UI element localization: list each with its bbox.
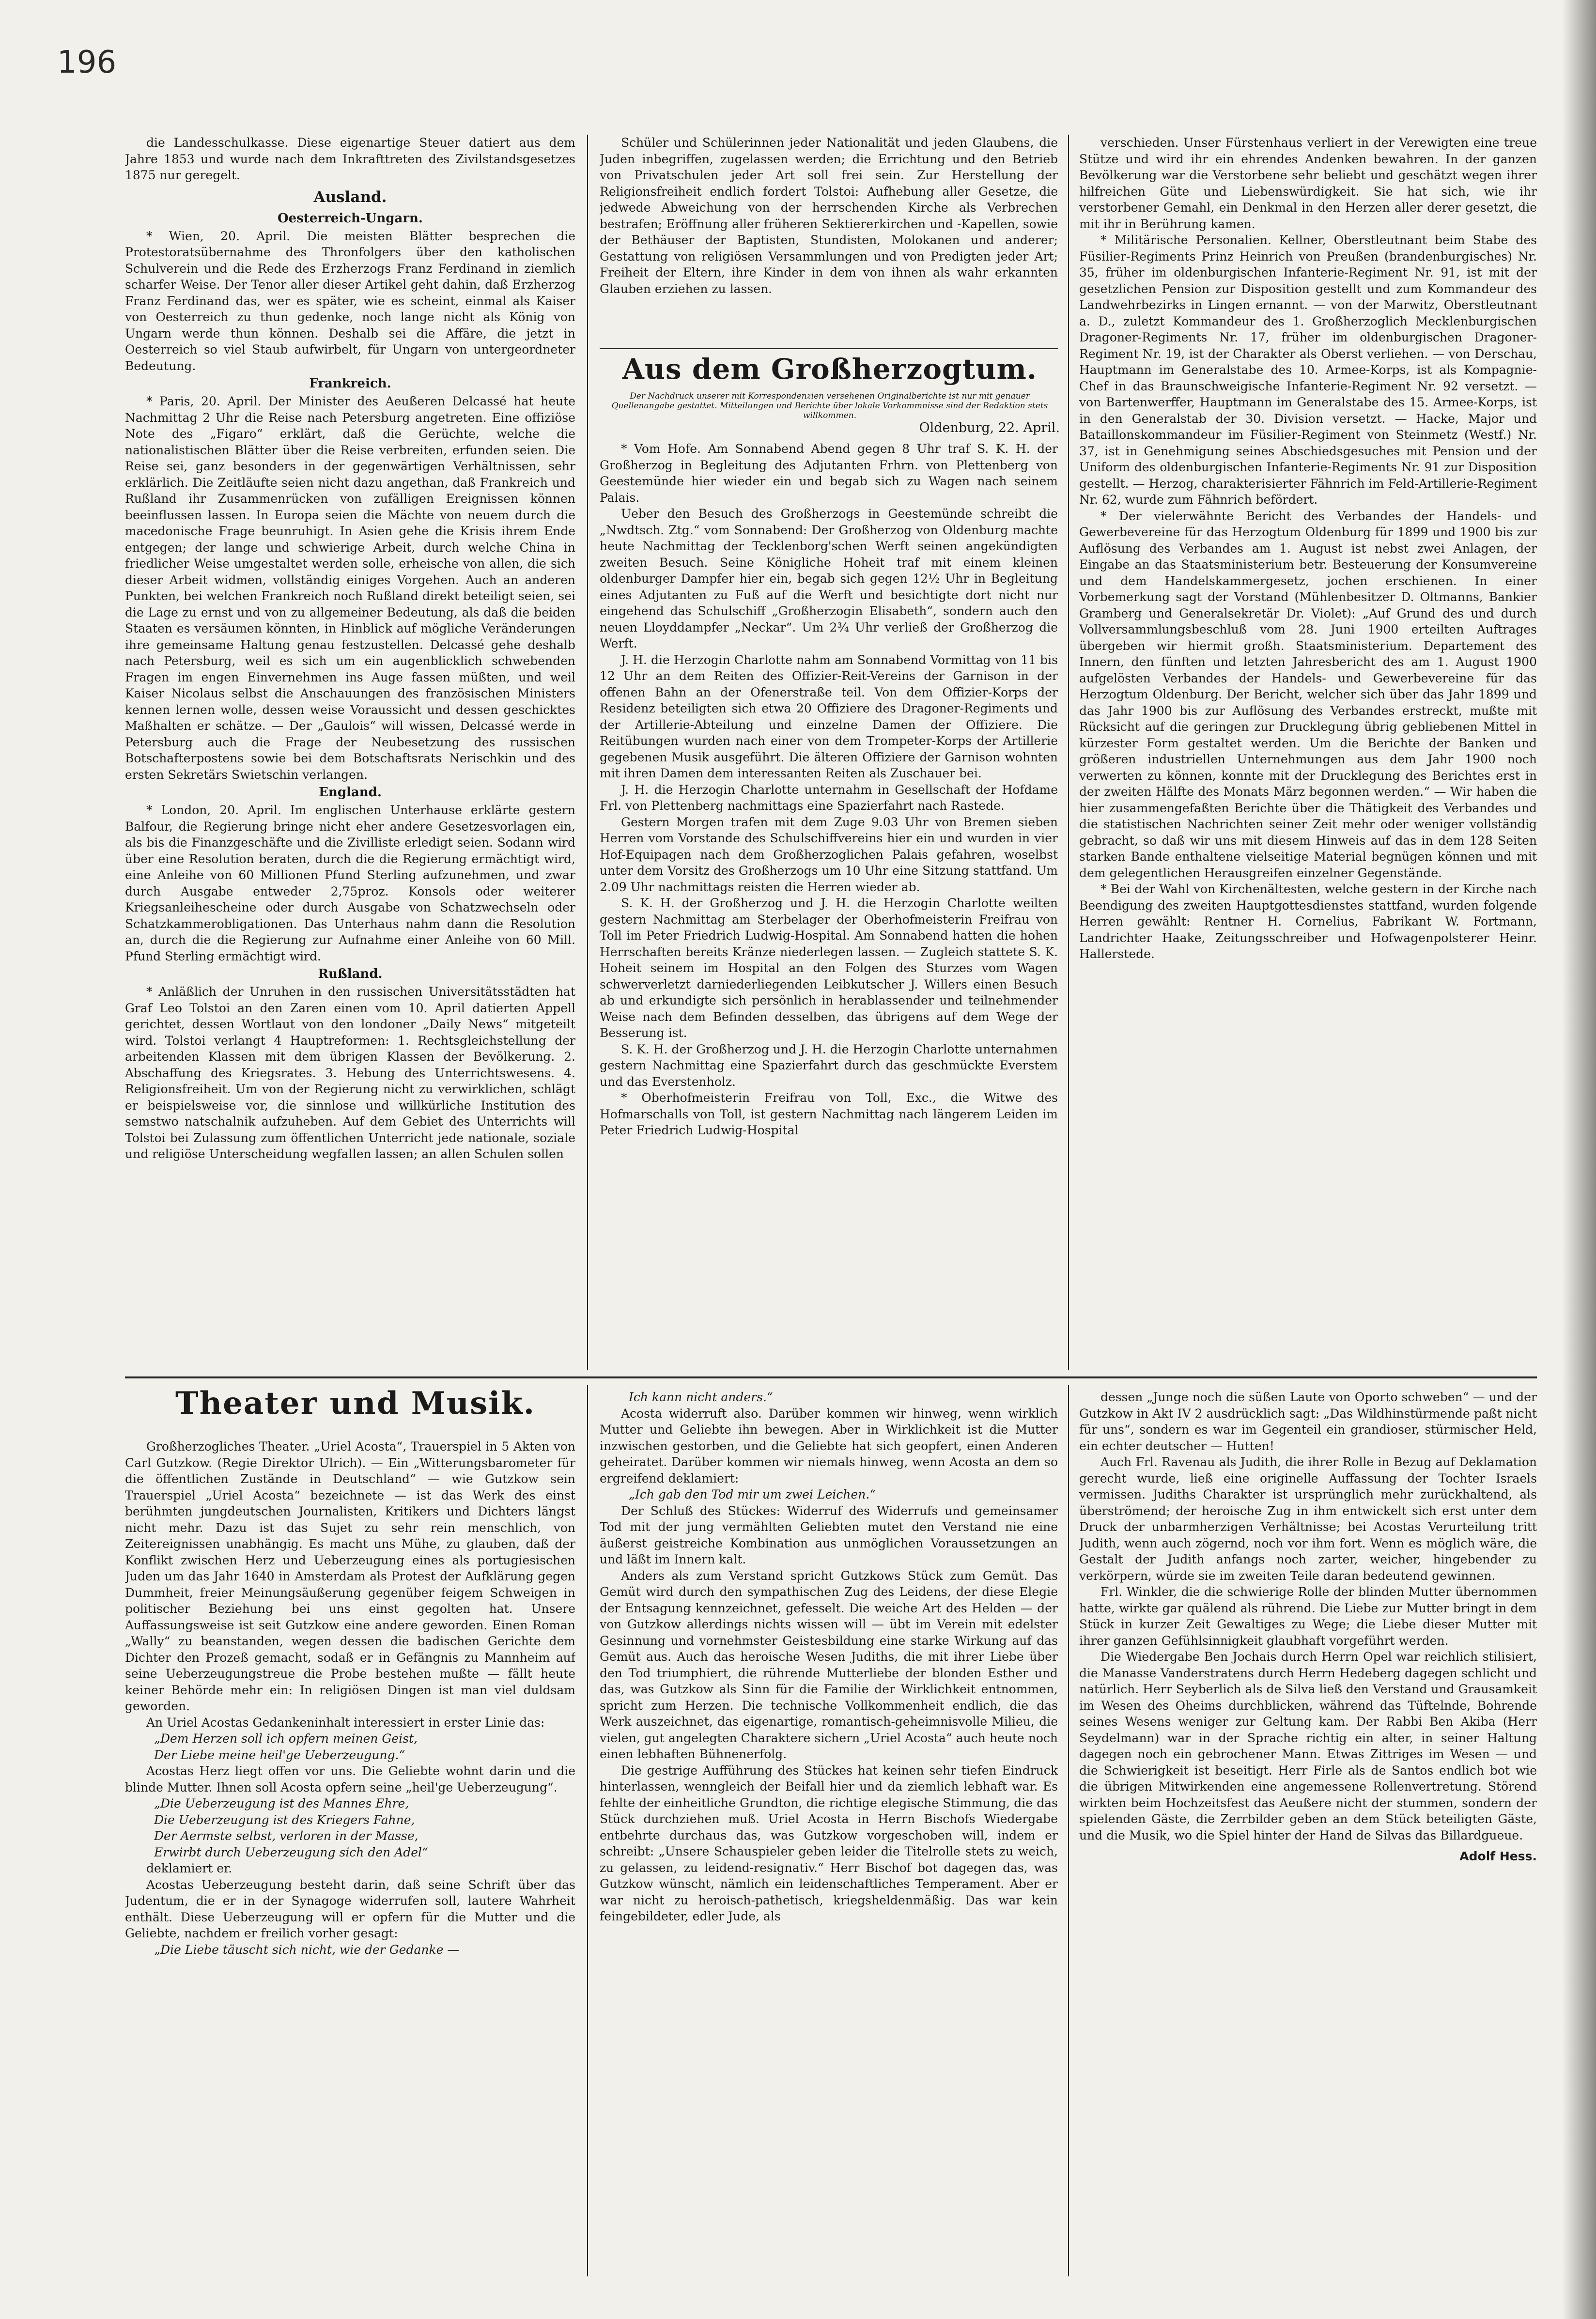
section-rule: [600, 348, 1058, 349]
verse-line: „Dem Herzen soll ich opfern meinen Geist,: [154, 1732, 418, 1746]
column-divider: [587, 135, 588, 1370]
verse-line: Erwirbt durch Ueberzeugung sich den Adel“: [154, 1845, 428, 1859]
country-heading: Frankreich.: [309, 376, 391, 391]
column-divider: [587, 1385, 588, 2276]
paragraph: Acostas Ueberzeugung besteht darin, daß seine Schrift über das Judentum, die er in der Synagoge widerrufen soll, lautere Wahrheit enthält. Diese Ueberzeugung will er opfern für die Mutter und die Geliebte, nachdem er freilich vorher gesagt:: [125, 1877, 575, 1940]
paragraph: Der Schluß des Stückes: Widerruf des Widerrufs und gemeinsamer Tod mit der jung vermählten Geliebten mutet den Verstand nie eine äußerst geistreiche Kombination aus unmöglichen Voraussetzungen an und läßt im Innern kalt.: [600, 1503, 1058, 1566]
paragraph: Großherzogliches Theater. „Uriel Acosta“, Trauerspiel in 5 Akten von Carl Gutzkow. (Regie Direktor Ulrich). — Ein „Witterungsbarometer für die öffentlichen Zustände in Deutschland“ — wie Gutzkow sein Trauerspiel „Uriel Acosta“ bezeichnete — ist das Werk des einst berühmten jungdeutschen Journalisten, Kritikers und Dichters längst nicht mehr. Dazu ist das Sujet zu sehr rein menschlich, von Zeitereignissen unabhängig. Es macht uns Mühe, zu glauben, daß der Konflikt zwischen Herz und Ueberzeugung eines als portugiesischen Juden um das Jahr 1640 in Amsterdam als Protest der Aufklärung gegen Dummheit, freier Meinungsäußerung gegenüber feigem Schweigen in politischer Beziehung bei uns einst gegolten hat. Unsere Auffassungsweise ist seit Gutzkow eine andere geworden. Einen Roman „Wally“ zu beanstanden, wegen dessen die badischen Gerichte dem Dichter den Prozeß gemacht, sodaß er in Gefängnis zu Mannheim auf seine Ueberzeugungstreue die Probe bestehen mußte — fällt heute keiner Behörde mehr ein: In religiösen Dingen ist man viel duldsam geworden.: [125, 1439, 575, 1713]
verse-line: Die Ueberzeugung ist des Kriegers Fahne,: [154, 1812, 415, 1827]
verse-line: „Ich gab den Tod mir um zwei Leichen.“: [629, 1487, 876, 1501]
column-top-3: [1079, 135, 1537, 1375]
verse-line: Der Aermste selbst, verloren in der Masse,: [154, 1829, 418, 1843]
paragraph: die Landesschulkasse. Diese eigenartige Steuer datiert aus dem Jahre 1853 und wurde nach dem Inkrafttreten des Zivilstandsgesetzes 1875 nur geregelt.: [125, 136, 575, 182]
paragraph: J. H. die Herzogin Charlotte nahm am Sonnabend Vormittag von 11 bis 12 Uhr an dem Reiten des Offizier-Reit-Vereins der Garnison in der offenen Bahn an der Ofenerstraße teil. Von dem Offizier-Korps der Residenz beteiligten sich etwa 20 Offiziere des Dragoner-Regiments und der Artillerie-Abteilung und einzelne Damen der Offiziere. Die Reitübungen wurden nach einer von dem Trompeter-Korps der Artillerie gegebenen Musik ausgeführt. Die älteren Offiziere der Garnison wohnten mit ihren Damen dem interessanten Reiten als Zuschauer bei.: [600, 652, 1058, 780]
paragraph: Acosta widerruft also. Darüber kommen wir hinweg, wenn wirklich Mutter und Geliebte ihn bewegen. Aber in Wirklichkeit ist die Mutter inzwischen gestorben, und die Geliebte hat sich geopfert, einen Anderen geheiratet. Darüber kommen wir niemals hinweg, wenn Acosta an dem so ergreifend deklamiert:: [600, 1406, 1058, 1485]
paragraph: * Bei der Wahl von Kirchenältesten, welche gestern in der Kirche nach Beendigung des zweiten Hauptgottesdienstes stattfand, wurden folgende Herren gewählt: Rentner H. Cornelius, Fabrikant W. Fortmann, Landrichter Haake, Zeitungsschreiber und Hofwagenpolsterer Heinr. Hallerstede.: [1079, 882, 1537, 961]
country-heading: Oesterreich-Ungarn.: [278, 211, 423, 226]
paragraph: Auch Frl. Ravenau als Judith, die ihrer Rolle in Bezug auf Deklamation gerecht wurde, ließ eine originelle Auffassung der Tochter Israels vermissen. Judiths Charakter ist ursprünglich mehr zurückhaltend, als überströmend; der heroische Zug in ihm entwickelt sich erst unter dem Druck der unbarmherzigen Verhältnisse; bei Acostas Verurteilung tritt Judith, wenn auch zögernd, noch vor ihm fort. Wenn es möglich wäre, die Gestalt der Judith anfangs noch zarter, weicher, hingebender zu verkörpern, würde sie im zweiten Teile daran bedeutend gewinnen.: [1079, 1455, 1537, 1583]
section-heading-grossherzogtum: Aus dem Großherzogtum.: [622, 353, 1038, 386]
paragraph: J. H. die Herzogin Charlotte unternahm in Gesellschaft der Hofdame Frl. von Plettenberg nachmittags eine Spazierfahrt nach Rastede.: [600, 782, 1058, 813]
country-heading: England.: [319, 785, 382, 800]
section-heading-theater: Theater und Musik.: [175, 1385, 536, 1422]
section-heading: Ausland.: [313, 188, 387, 206]
column-divider: [1068, 1385, 1069, 2276]
page-number: 196: [57, 45, 117, 80]
column-top-2-lower: [600, 441, 1058, 1376]
paragraph: * Oberhofmeisterin Freifrau von Toll, Exc., die Witwe des Hofmarschalls von Toll, ist gestern Nachmittag nach längerem Leiden im Peter Friedrich Ludwig-Hospital: [600, 1091, 1058, 1137]
paragraph: * Vom Hofe. Am Sonnabend Abend gegen 8 Uhr traf S. K. H. der Großherzog in Begleitung des Adjutanten Frhrn. von Plettenberg von Geestemünde hier wieder ein und begab sich zu Wagen nach seinem Palais.: [600, 442, 1058, 505]
paragraph: deklamiert er.: [146, 1861, 232, 1875]
paragraph: verschieden. Unser Fürstenhaus verliert in der Verewigten eine treue Stütze und wird ihr ein ehrendes Andenken bewahren. In der ganzen Bevölkerung war die Verstorbene sehr beliebt und geschätzt wegen ihrer hilfreichen Güte und Liebenswürdigkeit. Sie hat sich, wie ihr verstorbener Gemahl, ein Denkmal in den Herzen aller derer gesetzt, die mit ihr in Berührung kamen.: [1079, 136, 1537, 231]
paragraph: * Militärische Personalien. Kellner, Oberstleutnant beim Stabe des Füsilier-Regiments Prinz Heinrich von Preußen (brandenburgisches) Nr. 35, früher im oldenburgischen Infanterie-Regiment Nr. 91, ist mit der gesetzlichen Pension zur Disposition gestellt und zum Kommandeur des Landwehrbezirks in Lingen ernannt. — von der Marwitz, Oberstleutnant a. D., zuletzt Kommandeur des 1. Großherzoglich Mecklenburgischen Dragoner-Regiments Nr. 17, früher im oldenburgischen Dragoner-Regiment Nr. 19, ist der Charakter als Oberst verliehen. — von Derschau, Hauptmann im Generalstabe des 10. Armee-Korps, ist als Kompagnie-Chef in das Braunschweigische Infanterie-Regiment Nr. 92 versetzt. — von Bartenwerffer, Hauptmann im Generalstabe des 15. Armee-Korps, ist in den Generalstab der 30. Division versetzt. — Hacke, Major und Bataillonskommandeur im Füsilier-Regiment von Steinmetz (Westf.) Nr. 37, ist in Genehmigung seines Abschiedsgesuches mit Pension und der Uniform des oldenburgischen Infanterie-Regiments Nr. 91 zur Disposition gestellt. — Herzog, charakterisierter Fähnrich im Feld-Artillerie-Regiment Nr. 62, wurde zum Fähnrich befördert.: [1079, 233, 1537, 507]
paragraph: * Wien, 20. April. Die meisten Blätter besprechen die Protestoratsübernahme des Thronfolgers über den katholischen Schulverein und die Rede des Erzherzogs Franz Ferdinand in ziemlich scharfer Weise. Der Tenor aller dieser Artikel geht dahin, daß Erzherzog Franz Ferdinand das, wer es später, wie es scheint, einmal als Kaiser von Oesterreich zu thun gedenke, noch lange nicht als König von Ungarn werde thun können. Deshalb sei die Affäre, die jetzt in Oesterreich so viel Staub aufwirbelt, für Ungarn von untergeordneter Bedeutung.: [125, 229, 575, 373]
paragraph: Schüler und Schülerinnen jeder Nationalität und jeden Glaubens, die Juden inbegriffen, zugelassen werden; die Errichtung und den Betrieb von Privatschulen jeder Art soll frei sein. Zur Herstellung der Religionsfreiheit endlich fordert Tolstoi: Aufhebung aller Gesetze, die jedwede Abweichung von der herrschenden Kirche als Verbrechen bestrafen; Eröffnung aller früheren Sektiererkirchen und -Kapellen, sowie der Bethäuser der Baptisten, Stundisten, Molokanen und anderer; Gestattung von religiösen Versammlungen und von Predigten jeder Art; Freiheit der Eltern, ihre Kinder in dem von ihnen als wahr erkannten Glauben erziehen zu lassen.: [600, 136, 1058, 296]
paragraph: * Der vielerwähnte Bericht des Verbandes der Handels- und Gewerbevereine für das Herzogtum Oldenburg für 1899 und 1900 bis zur Auflösung des Verbandes am 1. August ist nebst zwei Anlagen, der Eingabe an das Staatsministerium betr. Besteuerung der Konsumvereine und dem Handelskammergesetz, jochen erschienen. In einer Vorbemerkung sagt der Vorstand (Mühlenbesitzer D. Oltmanns, Bankier Gramberg und Generalsekretär Dr. Violet): „Auf Grund des und durch Vollversammlungsbeschluß vom 28. Juni 1900 erteilten Auftrages übergeben wir hiermit großh. Staatsministerium. Departement des Innern, den fünften und letzten Jahresbericht des am 1. August 1900 aufgelösten Verbandes der Handels- und Gewerbevereine für das Herzogtum Oldenburg. Der Bericht, welcher sich über das Jahr 1899 und das Jahr 1900 bis zur Auflösung des Verbandes erstreckt, mußte mit Rücksicht auf die geringen zur Drucklegung übrig gebliebenen Mittel in kürzester Form gestaltet werden. Um die Berichte der Banken und größeren industriellen Unternehmungen aus dem Jahr 1900 noch verwerten zu können, konnte mit der Drucklegung des Berichtes erst in der zweiten Hälfte des Monats März begonnen werden.“ — Wir haben die hier zusammengefaßten Berichte über die Thätigkeit des Verbandes und die statistischen Nachrichten seiner Zeit mehr oder weniger vollständig gebracht, so daß wir uns mit diesem Hinweis auf das in dem 128 Seiten starken Bande enthaltene vielseitige Material begnügen können und mit dem gelegentlichen Herausgreifen einzelner Gegenstände.: [1079, 509, 1537, 880]
paragraph: Die gestrige Aufführung des Stückes hat keinen sehr tiefen Eindruck hinterlassen, wenngleich der Beifall hier und da ziemlich lebhaft war. Es fehlte der einheitliche Grundton, die richtige elegische Stimmung, die das Stück durchziehen muß. Uriel Acosta in Herrn Bischofs Wiedergabe entbehrte durchaus das, was Gutzkow vorgeschoben will, indem er schreibt: „Unsere Schauspieler geben leider die Titelrolle stets zu weich, zu gelassen, zu leidend-resignativ.“ Herr Bischof bot dagegen das, was Gutzkow wünscht, nämlich ein leidenschaftliches Temperament. Aber er war nicht zu heroisch-pathetisch, kriegsheldenmäßig. Das war kein feingebildeter, edler Jude, als: [600, 1763, 1058, 1923]
paragraph: S. K. H. der Großherzog und J. H. die Herzogin Charlotte unternahmen gestern Nachmittag eine Spazierfahrt durch das geschmückte Everstem und das Everstenholz.: [600, 1042, 1058, 1089]
section-separator: [125, 1376, 1537, 1378]
verse-line: „Die Ueberzeugung ist des Mannes Ehre,: [154, 1796, 409, 1810]
column-top-2-upper: [600, 135, 1058, 348]
paragraph: S. K. H. der Großherzog und J. H. die Herzogin Charlotte weilten gestern Nachmittag am Sterbelager der Oberhofmeisterin Freifrau von Toll im Peter Friedrich Ludwig-Hospital. Am Sonnabend hatten die hohen Herrschaften bereits Kränze niederlegen lassen. — Zugleich stattete S. K. Hoheit seinem im Hospital an den Folgen des Sturzes vom Wagen schwerverletzt darniederliegenden Leibkutscher J. Willers einen Besuch ab und erkundigte sich persönlich in herablassender und teilnehmender Weise nach dem Befinden desselben, das übrigens auf dem Wege der Besserung ist.: [600, 896, 1058, 1040]
paragraph: * Anläßlich der Unruhen in den russischen Universitätsstädten hat Graf Leo Tolstoi an den Zaren einen vom 10. April datierten Appell gerichtet, dessen Wortlaut von den londoner „Daily News“ mitgeteilt wird. Tolstoi verlangt 4 Hauptreformen: 1. Rechtsgleichstellung der arbeitenden Klassen mit dem übrigen Klassen der Bevölkerung. 2. Abschaffung des Kriegsrates. 3. Hebung des Unterrichtswesens. 4. Religionsfreiheit. Um von der Regierung nicht zu verwirklichen, schlägt er beispielsweise vor, die sinnlose und willkürliche Institution des semstwo natschalnik aufzuheben. Auf dem Gebiet des Unterrichts will Tolstoi bei Zulassung zum öffentlichen Unterricht jede nationale, soziale und religiöse Unterscheidung wegfallen lassen; an allen Schulen sollen: [125, 985, 575, 1161]
paragraph: dessen „Junge noch die süßen Laute von Oporto schweben“ — und der Gutzkow in Akt IV 2 ausdrücklich sagt: „Das Wildhinstürmende paßt nicht für uns“, sondern es war im Gegenteil ein grandioser, stürmischer Held, ein echter deutscher — Hutten!: [1079, 1390, 1537, 1453]
paragraph: Anders als zum Verstand spricht Gutzkows Stück zum Gemüt. Das Gemüt wird durch den sympathischen Zug des Leidens, der diese Elegie der Entsagung kennzeichnet, gefesselt. Die weiche Art des Helden — der von Gutzkow allerdings nichts wissen will — übt im Verein mit edelster Gesinnung und vornehmster Geistesbildung eine starke Wirkung auf das Gemüt aus. Auch das heroische Wesen Judiths, die mit ihrer Liebe über den Tod triumphiert, die rührende Mutterliebe der blonden Esther und das, was Gutzkow als Sinn für die Familie der Wirklichkeit entnommen, spricht zum Herzen. Die technische Vollkommenheit endlich, die das Werk auszeichnet, das eigenartige, romantisch-geheimnisvolle Milieu, die vielen, gut angelegten Charaktere sichern „Uriel Acosta“ auch heute noch einen lebhaften Bühnenerfolg.: [600, 1568, 1058, 1761]
verse-line: Ich kann nicht anders.“: [629, 1390, 773, 1404]
paragraph: * London, 20. April. Im englischen Unterhause erklärte gestern Balfour, die Regierung bringe nicht eher andere Gesetzesvorlagen ein, als bis die Finanzgeschäfte und die Zivilliste erledigt seien. Sodann wird über eine Resolution beraten, durch die die Regierung ermächtigt wird, eine Anleihe von 60 Millionen Pfund Sterling aufzunehmen, und zwar durch Ausgabe entweder 2,75proz. Konsols oder weiterer Kriegsanleihescheine oder durch Ausgabe von Schatzwechseln oder Schatzkammerobligationen. Das Unterhaus nahm dann die Resolution an, durch die die Regierung zur Aufnahme einer Anleihe von 60 Mill. Pfund Sterling ermächtigt wird.: [125, 803, 575, 963]
column-theater-2: [600, 1389, 1058, 2280]
verse-line: „Die Liebe täuscht sich nicht, wie der Gedanke —: [154, 1942, 460, 1957]
paragraph: * Paris, 20. April. Der Minister des Aeußeren Delcassé hat heute Nachmittag 2 Uhr die Reise nach Petersburg angetreten. Eine offiziöse Note des „Figaro“ erklärt, daß die Gerüchte, welche die nationalistischen Blätter über die Reise verbreiten, erfunden seien. Die Reise sei, ganz besonders in der gegenwärtigen Verhältnissen, sehr erklärlich. Die Zeitläufte seien nicht dazu angethan, daß Frankreich und Rußland ihr Zusammenrücken von zufälligen Ereignissen können beeinflussen lassen. In Europa seien die Mächte von neuem durch die macedonische Frage beunruhigt. In Asien gehe die Krisis ihrem Ende entgegen; der lange und schwierige Arbeit, durch welche China in friedlicher Weise umgestaltet werden solle, erheische von allen, die sich dieser Arbeit widmen, vollständig einiges Vorgehen. Auch an anderen Punkten, bei welchen Frankreich noch Rußland direkt beteiligt seien, sei die Lage zu ernst und von zu allgemeiner Bedeutung, als daß die beiden Staaten es versäumen könnten, in Hinblick auf mögliche Veränderungen ihre gemeinsame Haltung genau festzustellen. Delcassé gehe deshalb nach Petersburg, weil es sich um ein augenblicklich schwebenden Fragen im engen Einvernehmen ins Auge fassen müßten, und weil Kaiser Nicolaus selbst die Anschauungen des französischen Ministers kennen lernen wolle, dessen weise Voraussicht und dessen geschicktes Maßhalten er schätze. — Der „Gaulois“ will wissen, Delcassé werde in Petersburg auch die Frage der Neubesetzung des russischen Botschafterpostens sowie bei dem Botschaftsrats Nerischkin und des ersten Sekretärs Swietschin verlangen.: [125, 394, 575, 782]
paragraph: Ueber den Besuch des Großherzogs in Geestemünde schreibt die „Nwdtsch. Ztg.“ vom Sonnabend: Der Großherzog von Oldenburg machte heute Nachmittag der Tecklenborg'schen Werft seinen angekündigten zweiten Besuch. Seine Königliche Hoheit traf mit einem kleinen oldenburger Dampfer hier ein, begab sich gegen 12½ Uhr in Begleitung eines Adjutanten zu Fuß auf die Werft und besichtigte dort nicht nur eingehend das Schulschiff „Großherzogin Elisabeth“, sondern auch den neuen Lloyddampfer „Neckar“. Um 2¾ Uhr verließ der Großherzog die Werft.: [600, 507, 1058, 650]
author-signature: Adolf Hess.: [1459, 1849, 1537, 1863]
column-top-1: [125, 135, 575, 1375]
paragraph: Frl. Winkler, die die schwierige Rolle der blinden Mutter übernommen hatte, wirkte gar quälend als rührend. Die Liebe zur Mutter bringt in dem Stück in kurzer Zeit Gewaltiges zu Wege; die Liebe dieser Mutter mit ihrer ganzen Gefühlsinnigkeit glaubhaft vorgeführt werden.: [1079, 1585, 1537, 1648]
paragraph: Die Wiedergabe Ben Jochais durch Herrn Opel war reichlich stilisiert, die Manasse Vanderstratens durch Herrn Hedeberg dagegen schlicht und natürlich. Herr Seyberlich als de Silva ließ den Verstand und Grausamkeit im Wesen des Oheims durchblicken, während das Tüftelnde, Bohrende seines Wesens weniger zur Geltung kam. Der Rabbi Ben Akiba (Herr Seydelmann) war in der Sprache richtig ein alter, in seiner Haltung dagegen noch ein gebrochener Mann. Etwas Zittriges im Wesen — und die Schwierigkeit ist beseitigt. Herr Firle als de Santos endlich bot wie die übrigen Mitwirkenden eine angemessene Rollenvertretung. Störend wirkten beim Hochzeitsfest das Aeußere nicht der stummen, sondern der spielenden Gäste, die Zerrbilder geben an dem Stück beteiligten Gäste, und die Musik, wo die Spiel hinter der Hand de Silvas das Billardgueue.: [1079, 1650, 1537, 1842]
verse-line: Der Liebe meine heil'ge Ueberzeugung.“: [154, 1747, 405, 1762]
paragraph: Acostas Herz liegt offen vor uns. Die Geliebte wohnt darin und die blinde Mutter. Ihnen soll Acosta opfern seine „heil'ge Ueberzeugung“.: [125, 1764, 575, 1794]
dateline: Oldenburg, 22. April.: [919, 420, 1060, 435]
country-heading: Rußland.: [318, 967, 383, 981]
column-theater-3: [1079, 1389, 1537, 2280]
paragraph: An Uriel Acostas Gedankeninhalt interessiert in erster Linie das:: [146, 1715, 545, 1730]
paragraph: Gestern Morgen trafen mit dem Zuge 9.03 Uhr von Bremen sieben Herren vom Vorstande des Schulschiffvereins hier ein und wurden in vier Hof-Equipagen nach dem Großherzoglichen Palais gefahren, woselbst unter dem Vorsitz des Großherzogs um 10 Uhr eine Sitzung stattfand. Um 2.09 Uhr nachmittags reisten die Herren wieder ab.: [600, 815, 1058, 894]
column-divider: [1068, 135, 1069, 1370]
column-theater-1: [125, 1438, 575, 2281]
page-edge-shadow: [1562, 0, 1596, 2319]
reprint-note: Der Nachdruck unserer mit Korrespondenzien versehenen Originalberichte ist nur mit genauer Quellenangabe gestattet. Mitteilungen und Berichte über lokale Vorkommnisse sind der Redaktion stets willkommen.: [611, 391, 1048, 420]
